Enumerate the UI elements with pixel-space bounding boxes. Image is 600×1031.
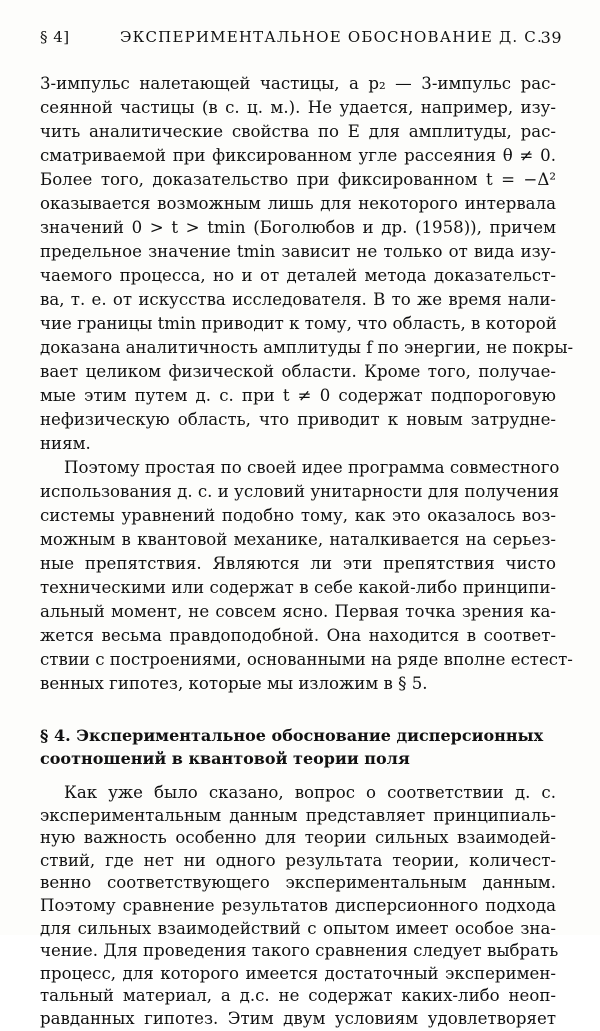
text-line: ные препятствия. Являются ли эти препятствия чисто [40,554,556,573]
text-line: ную важность особенно для теории сильных взаимодей- [40,828,556,848]
text-line: экспериментальным данным представляет принципиаль- [40,805,556,825]
text-line: ниям. [40,434,91,453]
text-line: нефизическую область, что приводит к новым затрудне- [40,410,556,429]
text-line: сеянной частицы (в с. ц. м.). Не удается, например, изу- [40,98,556,117]
text-line: Поэтому простая по своей идее программа совместного [64,458,560,477]
section-heading-line: соотношений в квантовой теории поля [40,749,410,768]
text-line: чаемого процесса, но и от деталей метода доказательст- [40,266,556,285]
text-line: Как уже было сказано, вопрос о соответствии д. с. [64,783,556,802]
text-line: ва, т. е. от искусства исследователя. В то же время нали- [40,290,556,309]
text-line: значений 0 > t > tmin (Боголюбов и др. (1958)), причем [40,218,556,237]
text-line: равданных гипотез. Этим двум условиям удовлетворяет [40,1009,556,1028]
text-line: чить аналитические свойства по E для амплитуды, рас- [40,122,556,141]
text-line: ствий, где нет ни одного результата теории, количест- [40,850,556,870]
text-line: жется весьма правдоподобной. Она находится в соответ- [40,626,556,645]
text-line: альный момент, не совсем ясно. Первая точка зрения ка- [40,602,556,621]
text-line: тальный материал, а д.с. не содержат каких-либо неоп- [40,986,556,1006]
text-line: оказывается возможным лишь для некоторого интервала [40,194,556,213]
text-line: вает целиком физической области. Кроме того, получае- [40,362,556,381]
text-line: мые этим путем д. с. при t ≠ 0 содержат подпороговую [40,386,556,405]
section-heading-line: § 4. Экспериментальное обоснование дисперсионных [40,726,544,745]
text-line: ствии с построениями, основанными на ряде вполне естест- [40,650,573,669]
text-line: техническими или содержат в себе какой-либо принципи- [40,578,556,597]
text-line: системы уравнений подобно тому, как это оказалось воз- [40,506,556,525]
text-line: чие границы tmin приводит к тому, что область, в которой [40,314,557,333]
text-line: Более того, доказательство при фиксированном t = −Δ² [40,170,556,189]
running-head [40,28,562,50]
text-line: использования д. с. и условий унитарности для получения [40,482,560,501]
text-line: доказана аналитичность амплитуды f по энергии, не покры- [40,338,574,357]
text-line: можным в квантовой механике, наталкивается на серьез- [40,530,556,549]
text-line: чение. Для проведения такого сравнения следует выбрать [40,941,559,961]
text-line: процесс, для которого имеется достаточный эксперимен- [40,963,556,983]
text-line: для сильных взаимодействий с опытом имеет особое зна- [40,918,556,938]
running-head-section: § 4] [40,28,70,46]
text-line: Поэтому сравнение результатов дисперсионного подхода [40,896,556,915]
text-line: 3-импульс налетающей частицы, а p₂ — 3-импульс рас- [40,74,556,93]
page-number: 39 [540,28,562,47]
text-line: предельное значение tmin зависит не только от вида изу- [40,242,556,261]
text-line: венных гипотез, которые мы изложим в § 5. [40,674,428,693]
text-line: венно соответствующего экспериментальным данным. [40,873,556,893]
running-head-title: ЭКСПЕРИМЕНТАЛЬНОЕ ОБОСНОВАНИЕ Д. С. [120,28,543,46]
text-line: сматриваемой при фиксированном угле рассеяния θ ≠ 0. [40,146,556,165]
